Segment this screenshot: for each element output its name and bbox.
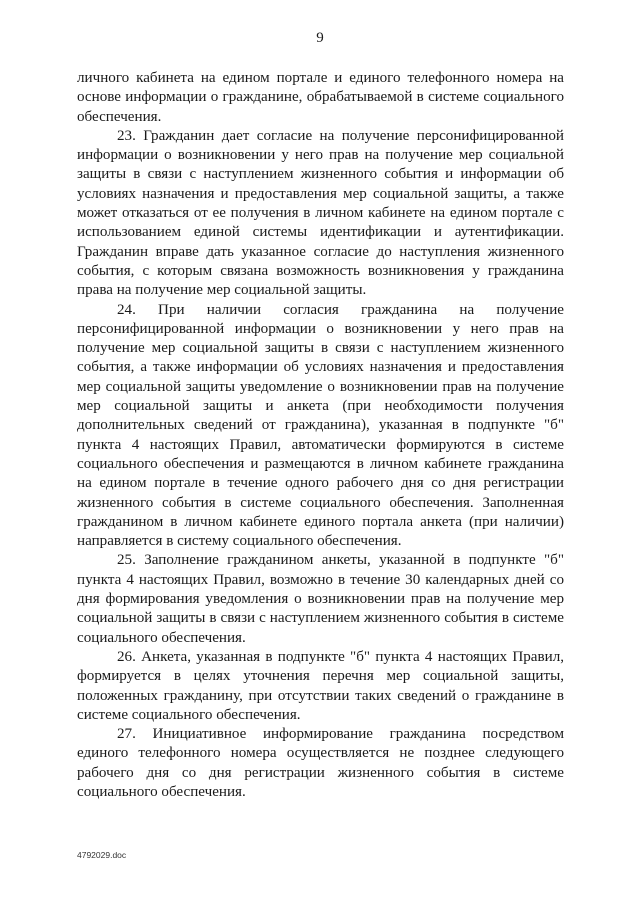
paragraph-23: 23. Гражданин дает согласие на получение персонифицированной информации о возникновении у него прав на получение мер социальной защиты в связи с наступлением жизненного события и информации об условиях назначения и предоставления мер социальной защиты, а также может отказаться от ее получения в личном кабинете на едином портале с использованием единой системы идентификации и аутентификации. Гражданин вправе дать указанное согласие до наступления жизненного события, с которым связана возможность возникновения у гражданина права на получение мер социальной защиты.: [77, 127, 564, 299]
page-number: 9: [316, 30, 324, 46]
paragraph-26: 26. Анкета, указанная в подпункте "б" пункта 4 настоящих Правил, формируется в целях уточнения перечня мер социальной защиты, положенных гражданину, при отсутствии таких сведений о гражданине в системе социального обеспечения.: [77, 648, 564, 723]
document-body: [77, 69, 564, 802]
paragraph-continuation: личного кабинета на едином портале и единого телефонного номера на основе информации о гражданине, обрабатываемой в системе социального обеспечения.: [77, 70, 564, 125]
footer-file-code: 4792029.doc: [77, 850, 127, 860]
paragraph-25: 25. Заполнение гражданином анкеты, указанной в подпункте "б" пункта 4 настоящих Правил, возможно в течение 30 календарных дней со дня формирования уведомления о возникновении прав на получение мер социальной защиты в связи с наступлением жизненного события в системе социального обеспечения.: [77, 552, 564, 646]
paragraph-24: 24. При наличии согласия гражданина на получение персонифицированной информации о возникновении у него прав на получение мер социальной защиты в связи с наступлением жизненного события, а также информации об условиях назначения и предоставления мер социальной защиты уведомление о возникновении прав на получение мер социальной защиты и анкета (при необходимости получения дополнительных сведений от гражданина), указанная в подпункте "б" пункта 4 настоящих Правил, автоматически формируются в системе социального обеспечения и размещаются в личном кабинете гражданина на едином портале в течение одного рабочего дня со дня регистрации жизненного события в системе социального обеспечения. Заполненная гражданином в личном кабинете единого портала анкета (при наличии) направляется в систему социального обеспечения.: [77, 301, 564, 550]
paragraph-27: 27. Инициативное информирование гражданина посредством единого телефонного номера осуществляется не позднее следующего рабочего дня со дня регистрации жизненного события в системе социального обеспечения.: [77, 726, 564, 800]
